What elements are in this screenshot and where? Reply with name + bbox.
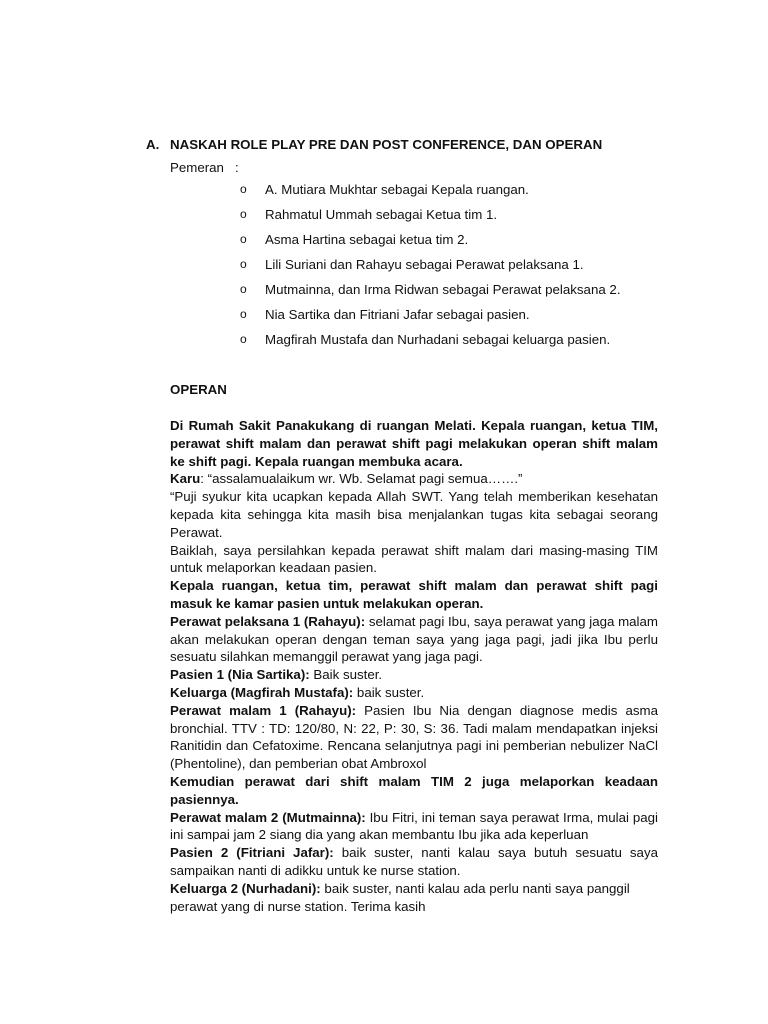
scene-direction-2: Kemudian perawat dari shift malam TIM 2 juga melaporkan keadaan pasiennya. [170, 773, 658, 807]
cast-member: Rahmatul Ummah sebagai Ketua tim 1. [265, 207, 498, 222]
cast-member: Asma Hartina sebagai ketua tim 2. [265, 232, 469, 247]
dialogue-text: Ibu Fitri, ini teman saya perawat Irma, mulai pagi ini sampai jam 2 siang dia yang akan membantu Ibu jika ada keperluan [170, 809, 659, 843]
list-item [240, 207, 621, 232]
list-item [240, 232, 621, 257]
list-item [240, 307, 621, 332]
cast-member: A. Mutiara Mukhtar sebagai Kepala ruangan. [265, 182, 529, 197]
list-item [240, 282, 621, 307]
scene-direction: Kepala ruangan, ketua tim, perawat shift malam dan perawat shift pagi masuk ke kamar pasien untuk melakukan operan. [170, 578, 658, 611]
bullet-icon: o [240, 182, 247, 196]
speaker-label: Pasien 2 (Fitriani Jafar): [170, 845, 334, 861]
dialogue-keluarga-2 [170, 880, 658, 916]
dialogue-karu-continued: “Puji syukur kita ucapkan kepada Allah SWT. Yang telah memberikan kesehatan kepada kita sehingga kita masih bisa menjalankan tugas kita sebagai seorang Perawat. [170, 489, 658, 540]
list-item [240, 332, 621, 357]
speaker-label: Keluarga 2 (Nurhadani): [170, 880, 321, 896]
dialogue-text: baik suster, nanti kalau saya butuh sesuatu saya sampaikan nanti di adikku untuk ke nurse station. [170, 845, 658, 878]
speaker-label: Perawat malam 1 (Rahayu): [170, 702, 357, 718]
dialogue-malam-2 [170, 809, 658, 845]
section-letter: A. [146, 137, 160, 152]
scene-intro: Di Rumah Sakit Panakukang di ruangan Melati. Kepala ruangan, ketua TIM, perawat shift malam dan perawat shift pagi melakukan operan shift malam ke shift pagi. Kepala ruangan membuka acara. [170, 418, 658, 469]
dialogue-text: Baik suster. [309, 667, 383, 683]
script-body [170, 417, 658, 915]
speaker-label: Perawat pelaksana 1 (Rahayu): [170, 613, 366, 629]
cast-member: Magfirah Mustafa dan Nurhadani sebagai keluarga pasien. [265, 332, 611, 347]
bullet-icon: o [240, 307, 247, 321]
operan-title: OPERAN [170, 382, 227, 397]
dialogue-pasien-2 [170, 844, 658, 880]
bullet-icon: o [240, 207, 247, 221]
speaker-label: Perawat malam 2 (Mutmainna): [170, 809, 366, 825]
dialogue-text: selamat pagi Ibu, saya perawat yang jaga malam akan melakukan operan dengan teman saya yang jaga pagi, jadi jika Ibu perlu sesuatu silahkan memanggil perawat yang jaga pagi. [170, 613, 658, 665]
list-item [240, 257, 621, 282]
dialogue-karu [170, 470, 658, 488]
dialogue-text: : “assalamualaikum wr. Wb. Selamat pagi semua…….” [200, 471, 523, 487]
list-item [240, 182, 621, 207]
bullet-icon: o [240, 332, 247, 346]
dialogue-text: baik suster. [353, 684, 425, 700]
bullet-icon: o [240, 257, 247, 271]
dialogue-text: Pasien Ibu Nia dengan diagnose medis asma bronchial. TTV : TD: 120/80, N: 22, P: 30, S: 36. Tadi malam mendapatkan injeksi Ranitidin dan Cefatoxime. Rencana selanjutnya pagi ini pemberian nebulizer NaCl (Phentoline), dan pemberian obat Ambroxol [170, 702, 658, 772]
section-heading [146, 137, 602, 152]
dialogue-karu-continued-2: Baiklah, saya persilahkan kepada perawat shift malam dari masing-masing TIM untuk melaporkan keadaan pasien. [170, 542, 658, 576]
section-title: NASKAH ROLE PLAY PRE DAN POST CONFERENCE, DAN OPERAN [170, 137, 603, 152]
speaker-label: Karu [170, 471, 201, 487]
dialogue-pelaksana-1 [170, 613, 658, 666]
cast-member: Mutmainna, dan Irma Ridwan sebagai Perawat pelaksana 2. [265, 282, 621, 297]
cast-label: Pemeran : [170, 160, 239, 175]
bullet-icon: o [240, 232, 247, 246]
cast-member: Nia Sartika dan Fitriani Jafar sebagai pasien. [265, 307, 530, 322]
dialogue-keluarga-1 [170, 684, 658, 702]
bullet-icon: o [240, 282, 247, 296]
cast-member: Lili Suriani dan Rahayu sebagai Perawat pelaksana 1. [265, 257, 584, 272]
dialogue-pasien-1 [170, 666, 658, 684]
dialogue-malam-1 [170, 702, 658, 773]
speaker-label: Pasien 1 (Nia Sartika): [170, 667, 310, 683]
cast-list [240, 182, 621, 357]
speaker-label: Keluarga (Magfirah Mustafa): [170, 684, 354, 700]
dialogue-text: baik suster, nanti kalau ada perlu nanti saya panggil perawat yang di nurse station. Terima kasih [170, 880, 630, 914]
